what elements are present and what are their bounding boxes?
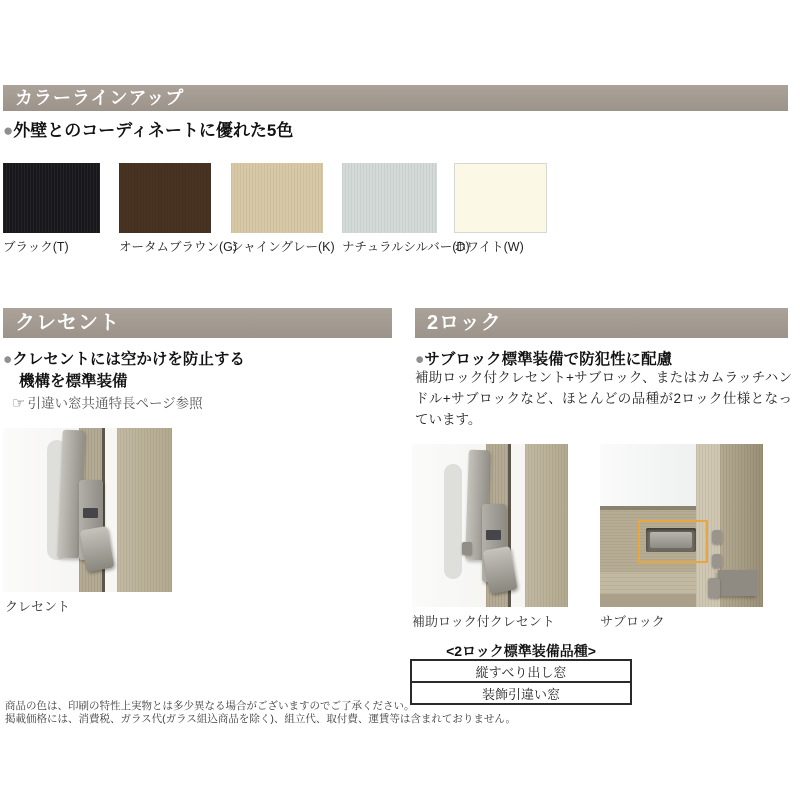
- reference-text: 引違い窓共通特長ページ参照: [27, 396, 203, 411]
- two-lock-heading: [415, 347, 672, 369]
- swatch-label-white: ホワイト(W): [454, 240, 524, 254]
- table-cell-vertical-sliding-window: 縦すべり出し窓: [411, 660, 631, 682]
- crescent-heading-line2: 機構を標準装備: [19, 373, 128, 390]
- lock-brand-badge: [83, 508, 98, 518]
- color-swatch-black: [3, 163, 100, 233]
- swatch-grain: [119, 163, 211, 233]
- photo-aux-lock-crescent: [412, 444, 568, 607]
- swatch-label-black: ブラック(T): [3, 240, 69, 254]
- swatch-grain: [3, 163, 100, 233]
- swatch-label-shine-gray: シャイングレー(K): [231, 240, 335, 254]
- crescent-reference-note: [12, 392, 203, 412]
- bullet-icon: ●: [3, 351, 13, 368]
- color-swatch-autumn-brown: [119, 163, 211, 233]
- bullet-icon: ●: [415, 351, 425, 368]
- color-swatch-shine-gray: [231, 163, 323, 233]
- color-swatch-white: [454, 163, 547, 233]
- bullet-icon: ●: [3, 121, 14, 140]
- window-panel: [525, 444, 568, 607]
- footnote-color-disclaimer: 商品の色は、印刷の特性上実物とは多少異なる場合がございますのでご了承ください。: [5, 700, 415, 712]
- lock-brand-badge: [486, 530, 501, 540]
- pointing-hand-icon: ☞: [12, 395, 26, 412]
- hinge-hardware: [708, 578, 720, 598]
- color-swatch-natural-silver: [342, 163, 437, 233]
- swatch-grain: [231, 163, 323, 233]
- photo-sub-lock: [600, 444, 763, 607]
- swatch-label-natural-silver: ナチュラルシルバー(D): [342, 240, 470, 254]
- hinge-hardware: [712, 530, 722, 544]
- section-header-crescent: [3, 308, 392, 338]
- photo-caption-aux-lock: 補助ロック付クレセント: [412, 614, 555, 629]
- color-lineup-subtitle: [3, 116, 293, 141]
- table-row: [411, 682, 631, 704]
- swatch-grain: [342, 163, 437, 233]
- photo-caption-crescent: クレセント: [5, 599, 71, 614]
- table-title: <2ロック標準装備品種>: [446, 643, 596, 659]
- subtitle-text: 外壁とのコーディネートに優れた5色: [13, 121, 294, 140]
- window-glass: [600, 444, 696, 506]
- highlight-rectangle: [638, 520, 708, 563]
- section-header-label: 2ロック: [427, 312, 502, 334]
- glass-reflection: [444, 464, 462, 579]
- hinge-hardware: [712, 554, 722, 568]
- table-row: [411, 660, 631, 682]
- window-panel: [117, 428, 172, 592]
- frame-foot-block: [718, 570, 758, 596]
- standard-equipment-table: [410, 659, 632, 705]
- crescent-heading-line1: [3, 347, 245, 369]
- photo-caption-sub-lock: サブロック: [600, 614, 665, 629]
- table-cell-decorative-sliding-window: 装飾引違い窓: [411, 682, 631, 704]
- photo-crescent-lock: [3, 428, 172, 592]
- footnote-price-disclaimer: 掲載価格には、消費税、ガラス代(ガラス組込商品を除く)、組立代、取付費、運賃等は含まれておりません。: [5, 713, 516, 725]
- two-lock-heading-text: サブロック標準装備で防犯性に配慮: [424, 351, 673, 368]
- section-header-label: カラーラインアップ: [15, 88, 185, 108]
- two-lock-body-text: 補助ロック付クレセント+サブロック、またはカムラッチハンドル+サブロックなど、ほとんどの品種が2ロック仕様となっています。: [415, 370, 792, 427]
- section-header-color-lineup: [3, 85, 788, 111]
- section-header-label: クレセント: [15, 312, 120, 334]
- swatch-label-autumn-brown: オータムブラウン(G): [119, 240, 238, 254]
- auxiliary-lock-button: [462, 542, 472, 555]
- section-header-two-lock: [415, 308, 788, 338]
- crescent-heading-text: クレセントには空かけを防止する: [12, 351, 245, 368]
